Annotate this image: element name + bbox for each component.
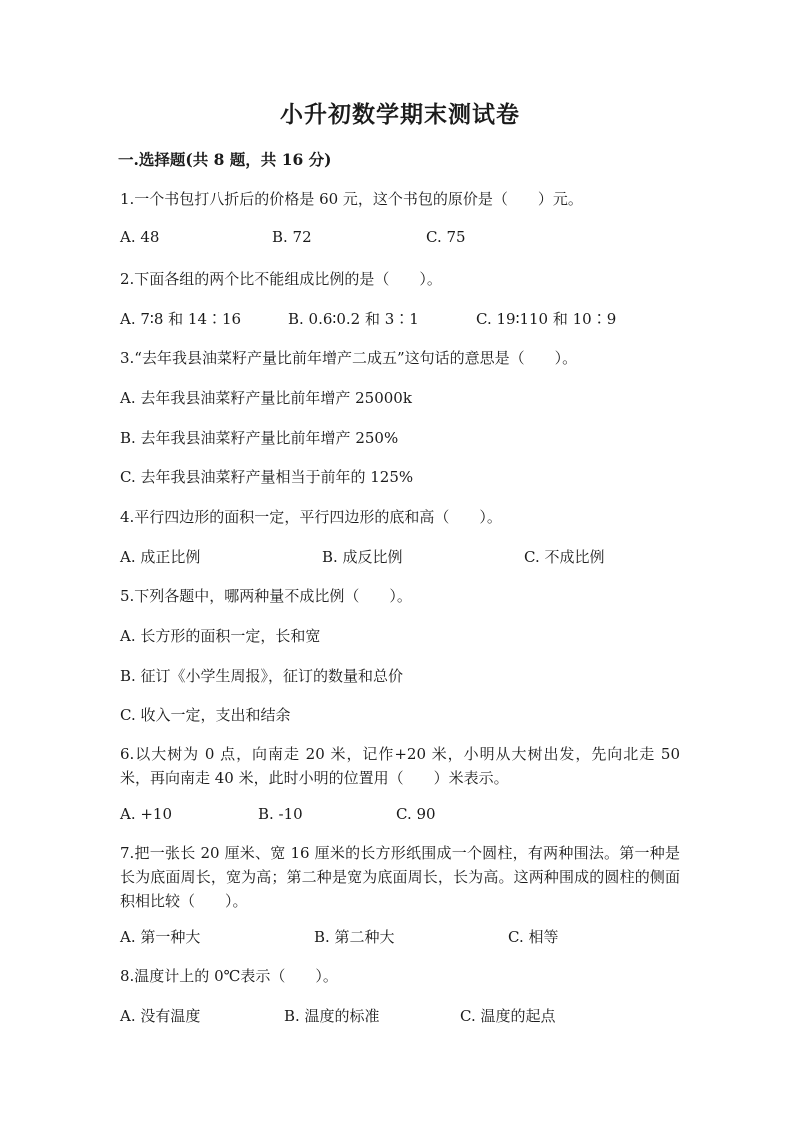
q3-option-a: A. 去年我县油菜籽产量比前年增产 25000k xyxy=(120,389,412,407)
question-7: 7.把一张长 20 厘米、宽 16 厘米的长方形纸围成一个圆柱，有两种围法。第一种是长为底面周长，宽为高；第二种是宽为底面周长，长为高。这两种围成的圆柱的侧面积相比较（ ）。 xyxy=(120,844,680,910)
q5-option-b: B. 征订《小学生周报》，征订的数量和总价 xyxy=(120,667,404,685)
question-4: 4.平行四边形的面积一定，平行四边形的底和高（ ）。 xyxy=(120,508,502,526)
q8-option-c: C. 温度的起点 xyxy=(460,1007,556,1025)
q7-option-c: C. 相等 xyxy=(508,928,559,946)
question-8: 8.温度计上的 0℃表示（ ）。 xyxy=(120,967,338,985)
q6-option-b: B. -10 xyxy=(258,805,303,823)
q6-option-a: A. +10 xyxy=(120,805,173,823)
q5-option-c: C. 收入一定，支出和结余 xyxy=(120,706,291,724)
q5-option-a: A. 长方形的面积一定，长和宽 xyxy=(120,627,321,645)
section-heading: 一.选择题(共 8 题，共 16 分) xyxy=(118,150,332,169)
q4-option-b: B. 成反比例 xyxy=(322,548,403,566)
q6-option-c: C. 90 xyxy=(396,805,436,823)
q2-option-a: A. 7∶8 和 14∶16 xyxy=(120,310,242,328)
question-5: 5.下列各题中，哪两种量不成比例（ ）。 xyxy=(120,587,412,605)
q1-option-b: B. 72 xyxy=(272,228,312,246)
question-1: 1.一个书包打八折后的价格是 60 元，这个书包的原价是（ ）元。 xyxy=(120,190,583,208)
q1-option-c: C. 75 xyxy=(426,228,466,246)
q7-option-b: B. 第二种大 xyxy=(314,928,395,946)
question-3: 3.“去年我县油菜籽产量比前年增产二成五”这句话的意思是（ ）。 xyxy=(120,349,578,367)
page-title: 小升初数学期末测试卷 xyxy=(280,101,520,128)
q4-option-c: C. 不成比例 xyxy=(524,548,605,566)
q8-option-a: A. 没有温度 xyxy=(120,1007,201,1025)
q1-option-a: A. 48 xyxy=(120,228,160,246)
q3-option-b: B. 去年我县油菜籽产量比前年增产 250% xyxy=(120,429,399,447)
q2-option-c: C. 19∶110 和 10∶9 xyxy=(476,310,617,328)
question-6: 6.以大树为 0 点，向南走 20 米，记作+20 米，小明从大树出发，先向北走 50 米，再向南走 40 米，此时小明的位置用（ ）米表示。 xyxy=(120,745,680,787)
q2-option-b: B. 0.6∶0.2 和 3∶1 xyxy=(288,310,419,328)
q4-option-a: A. 成正比例 xyxy=(120,548,201,566)
q3-option-c: C. 去年我县油菜籽产量相当于前年的 125% xyxy=(120,468,414,486)
q8-option-b: B. 温度的标准 xyxy=(284,1007,380,1025)
question-2: 2.下面各组的两个比不能组成比例的是（ ）。 xyxy=(120,270,442,288)
q7-option-a: A. 第一种大 xyxy=(120,928,201,946)
